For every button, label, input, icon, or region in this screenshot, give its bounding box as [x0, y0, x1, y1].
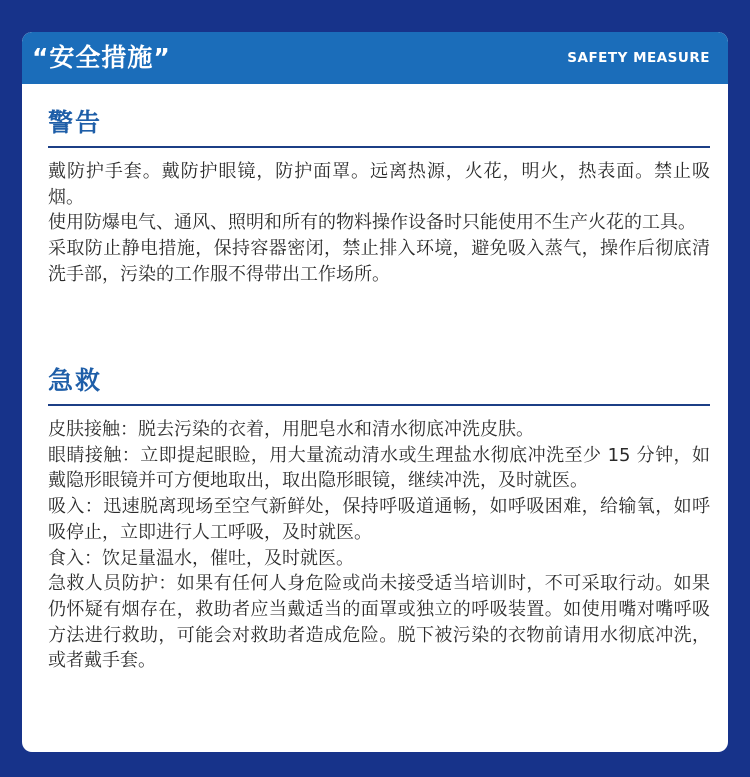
safety-measure-card [22, 32, 728, 752]
header-subtitle: SAFETY MEASURE [567, 50, 710, 66]
warning-divider [48, 146, 710, 148]
first-aid-body [48, 417, 710, 674]
warning-title: 警告 [48, 108, 103, 137]
warning-body [48, 159, 710, 288]
first-aid-paragraph: 皮肤接触：脱去污染的衣着，用肥皂水和清水彻底冲洗皮肤。 [48, 419, 534, 440]
first-aid-paragraph: 食入：饮足量温水，催吐，及时就医。 [48, 547, 354, 569]
first-aid-section [48, 364, 710, 674]
header-title: “安全措施” [32, 43, 171, 72]
first-aid-paragraph: 吸入：迅速脱离现场至空气新鲜处，保持呼吸道通畅，如呼吸困难，给输氧，如呼吸停止，立即进行人工呼吸，及时就医。 [48, 496, 710, 543]
first-aid-paragraph: 急救人员防护：如果有任何人身危险或尚未接受适当培训时，不可采取行动。如果仍怀疑有烟存在，救助者应当戴适当的面罩或独立的呼吸装置。如使用嘴对嘴呼吸方法进行救助，可能会对救助者造成危险。脱下被污染的衣物前请用水彻底冲洗，或者戴手套。 [48, 573, 710, 672]
warning-paragraph: 采取防止静电措施，保持容器密闭，禁止排入环境，避免吸入蒸气，操作后彻底清洗手部，污染的工作服不得带出工作场所。 [48, 238, 710, 285]
warning-section [48, 106, 710, 288]
first-aid-divider [48, 404, 710, 406]
card-header [22, 32, 728, 84]
warning-paragraph: 戴防护手套。戴防护眼镜，防护面罩。远离热源，火花，明火，热表面。禁止吸烟。 [48, 161, 710, 208]
first-aid-paragraph: 眼睛接触：立即提起眼睑，用大量流动清水或生理盐水彻底冲洗至少 15 分钟，如戴隐形眼镜并可方便地取出，取出隐形眼镜，继续冲洗，及时就医。 [48, 444, 710, 492]
warning-paragraph: 使用防爆电气、通风、照明和所有的物料操作设备时只能使用不生产火花的工具。 [48, 212, 696, 234]
first-aid-title: 急救 [48, 366, 103, 395]
